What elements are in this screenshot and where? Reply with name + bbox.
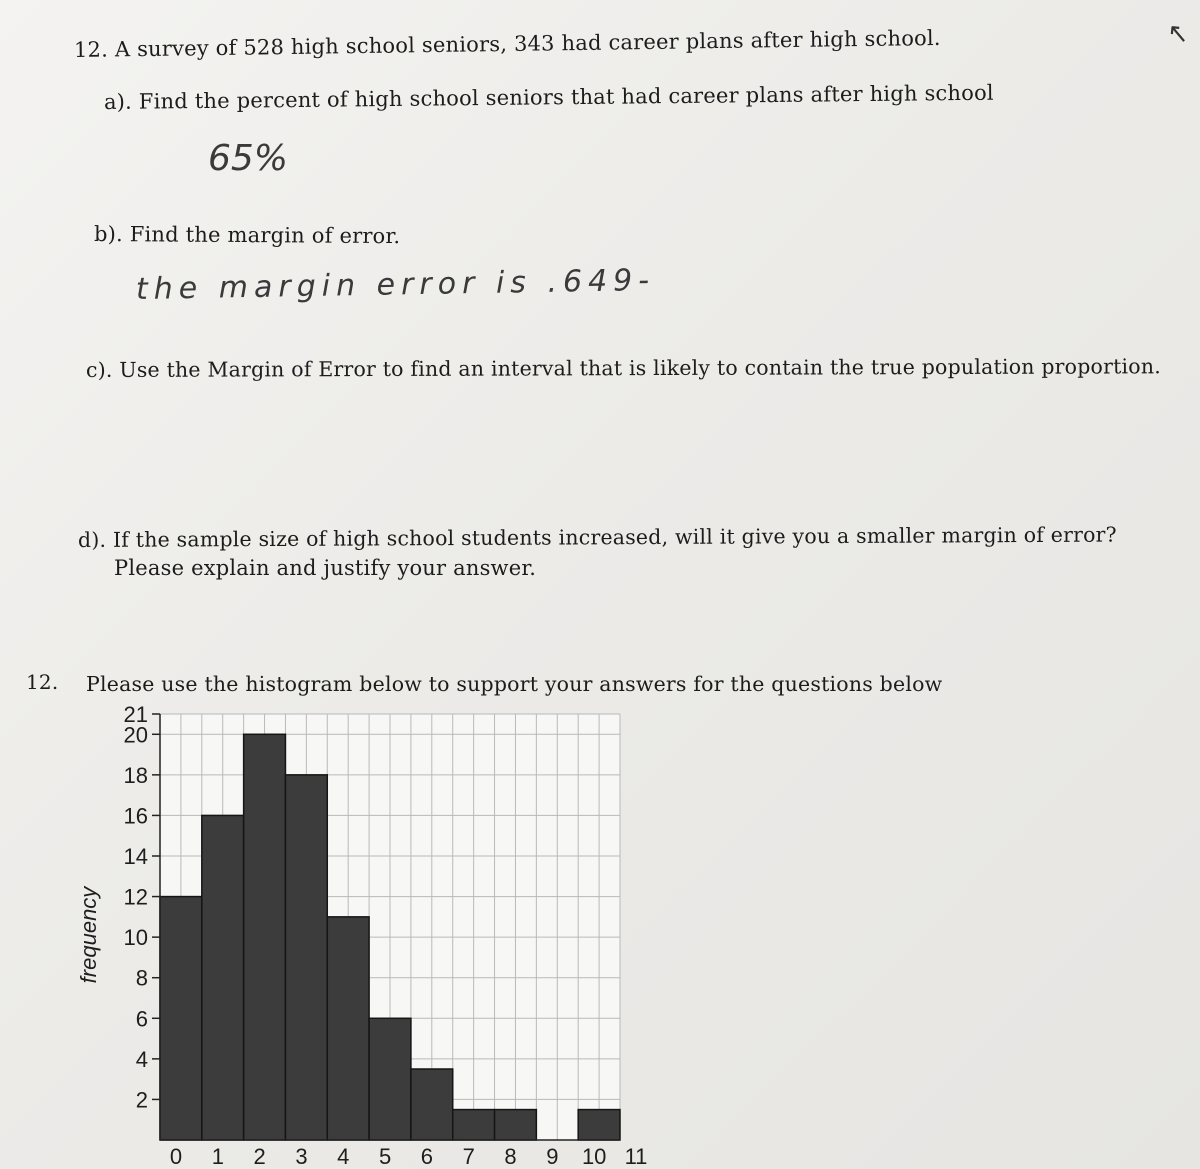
histogram-bar [327, 917, 369, 1140]
answer-a-handwritten: 65% [208, 138, 289, 179]
x-tick-label: 10 [581, 1144, 607, 1169]
y-tick-label: 8 [135, 965, 148, 991]
x-tick-label: 9 [546, 1144, 559, 1169]
y-tick-label: 21 [123, 702, 148, 727]
histogram-bar [244, 734, 286, 1140]
answer-b-handwritten: the margin error is .649- [135, 262, 656, 307]
x-tick-label: 2 [253, 1144, 266, 1169]
y-tick-label: 12 [123, 884, 148, 910]
y-tick-label: 14 [123, 844, 148, 869]
question-d-line2: Please explain and justify your answer. [114, 556, 537, 580]
x-tick-label: 5 [378, 1144, 392, 1169]
histogram-bar [202, 815, 244, 1140]
y-tick-label: 18 [123, 762, 148, 788]
histogram-bar [578, 1110, 620, 1140]
question-a: a). Find the percent of high school seniors that had career plans after high school [103, 80, 994, 114]
y-tick-label: 2 [135, 1087, 148, 1113]
question-b: b). Find the margin of error. [93, 222, 401, 249]
x-tick-label: 7 [462, 1144, 475, 1169]
histogram-bar [369, 1018, 411, 1140]
question-12b-number: 12. [26, 670, 59, 694]
histogram-bar [160, 897, 202, 1140]
histogram-bar [411, 1069, 453, 1140]
histogram-bar [495, 1110, 537, 1140]
question-c: c). Use the Margin of Error to find an interval that is likely to contain the true population proportion. [85, 354, 1161, 382]
y-tick-label: 16 [123, 803, 148, 829]
x-tick-label: 6 [420, 1144, 434, 1169]
x-tick-label: 4 [337, 1144, 350, 1169]
y-tick-label: 4 [135, 1046, 148, 1072]
x-tick-label: 8 [504, 1144, 517, 1169]
y-axis-label: frequency [76, 886, 101, 984]
question-12-heading: 12. A survey of 528 high school seniors, 343 had career plans after high school. [73, 25, 941, 62]
x-tick-label: 3 [295, 1144, 308, 1169]
corner-check-mark: ↑ [1160, 16, 1197, 54]
histogram-bar [453, 1110, 495, 1140]
y-tick-label: 6 [135, 1006, 148, 1032]
y-tick-label: 10 [123, 925, 148, 951]
x-tick-label: 1 [211, 1144, 224, 1169]
question-d-line1: d). If the sample size of high school students increased, will it give you a smaller margin of error? [77, 522, 1117, 552]
histogram-bar [285, 775, 327, 1140]
x-tick-label: 0 [169, 1144, 183, 1169]
x-tick-label: 11 [624, 1144, 648, 1169]
histogram-prompt: Please use the histogram below to support your answers for the questions below [86, 672, 943, 696]
y-tick-label: 20 [123, 722, 148, 748]
